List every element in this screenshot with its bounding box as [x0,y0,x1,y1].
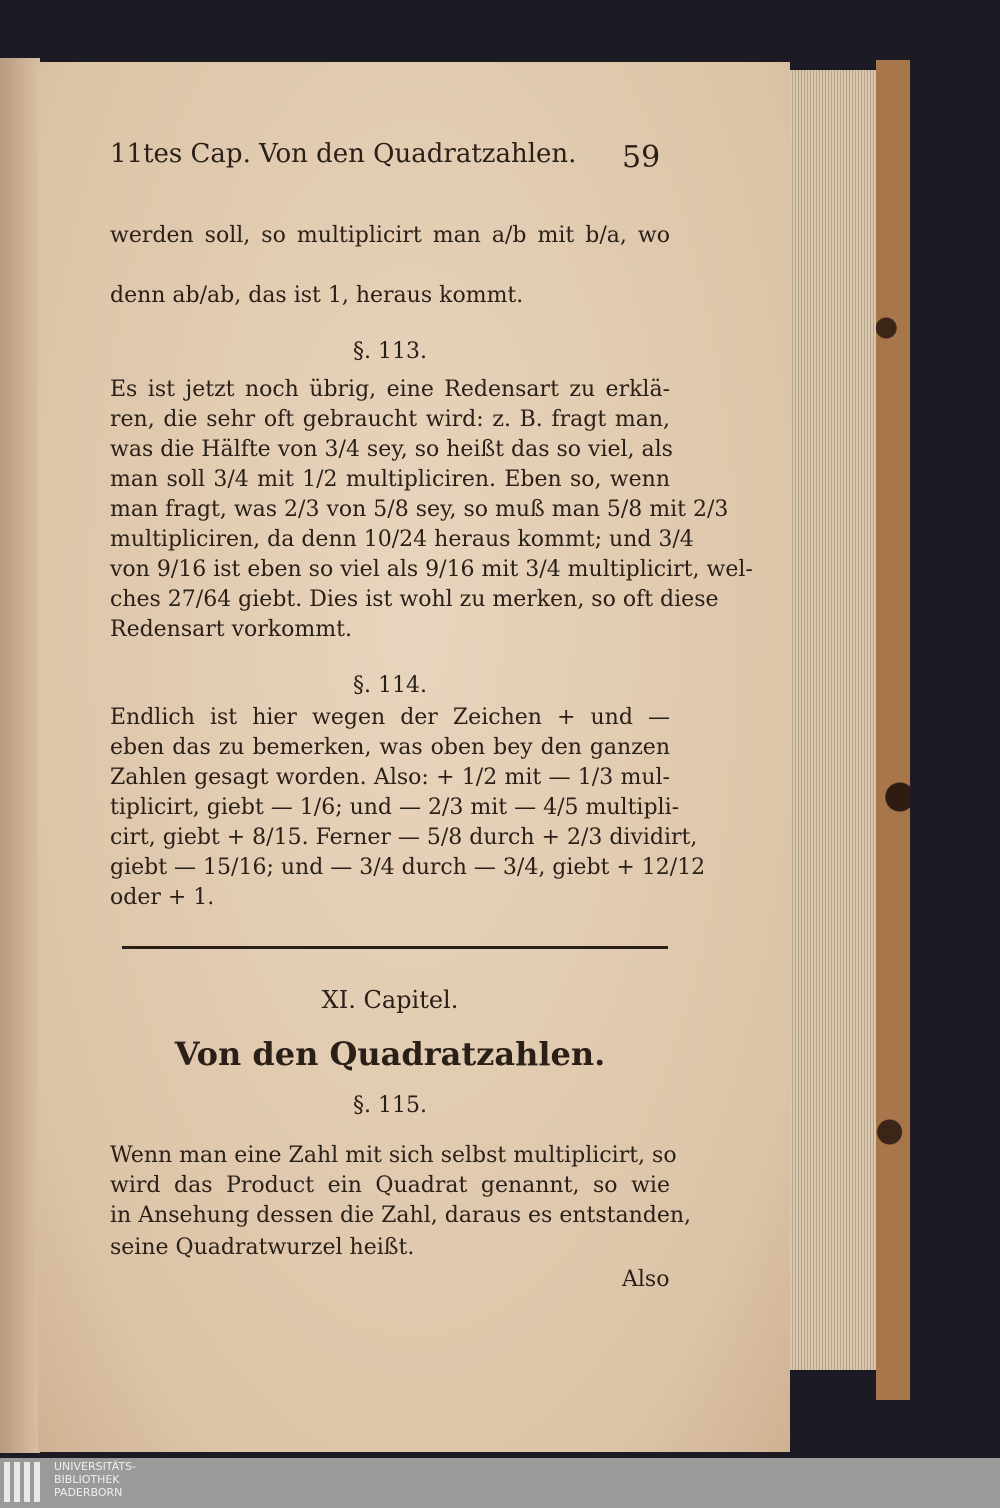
page-number: 59 [622,140,661,175]
text-line: Endlich ist hier wegen der Zeichen + und — [110,705,670,730]
text-line: eben das zu bemerken, was oben bey den ganzen [110,735,670,760]
text-line: oder + 1. [110,885,215,910]
section-heading: §. 113. [353,339,427,364]
text-line: man soll 3/4 mit 1/2 multipliciren. Eben so, wenn [110,467,670,492]
text-line: von 9/16 ist eben so viel als 9/16 mit 3/4 multiplicirt, wel- [110,557,753,582]
text-line: in Ansehung dessen die Zahl, daraus es entstanden, [110,1203,692,1228]
book-cover [876,60,910,1400]
left-page-edge [0,58,40,1453]
catchword: Also [622,1267,670,1292]
chapter-title: Von den Quadratzahlen. [174,1035,606,1073]
text-line: multipliciren, da denn 10/24 heraus kommt; und 3/4 [110,527,694,552]
section-heading: §. 115. [353,1093,427,1118]
text-line: was die Hälfte von 3/4 sey, so heißt das so viel, als [110,437,673,462]
text-line: tiplicirt, giebt — 1/6; und — 2/3 mit — 4/5 multipli- [110,795,680,820]
text-line: cirt, giebt + 8/15. Ferner — 5/8 durch + 2/3 dividirt, [110,825,698,850]
library-footer [0,1458,1000,1508]
text-line: ren, die sehr oft gebraucht wird: z. B. fragt man, [110,407,670,432]
page-edges [790,70,878,1370]
text-line: seine Quadratwurzel heißt. [110,1235,415,1260]
library-line: PADERBORN [54,1486,123,1499]
text-line: man fragt, was 2/3 von 5/8 sey, so muß man 5/8 mit 2/3 [110,497,729,522]
library-line: BIBLIOTHEK [54,1473,120,1486]
text-line: wird das Product ein Quadrat genannt, so wie [110,1173,670,1198]
text-line: Wenn man eine Zahl mit sich selbst multiplicirt, so [110,1143,677,1168]
text-line: denn ab/ab, das ist 1, heraus kommt. [110,283,524,308]
running-title: 11tes Cap. Von den Quadratzahlen. [110,139,577,169]
text-line: giebt — 15/16; und — 3/4 durch — 3/4, giebt + 12/12 [110,855,706,880]
text-line: ches 27/64 giebt. Dies ist wohl zu merken, so oft diese [110,587,719,612]
text-line: werden soll, so multiplicirt man a/b mit b/a, wo [110,223,670,248]
library-line: UNIVERSITÄTS- [54,1460,137,1473]
text-line: Zahlen gesagt worden. Also: + 1/2 mit — 1/3 mul- [110,765,670,790]
chapter-divider [122,946,668,949]
chapter-number: XI. Capitel. [321,986,459,1014]
library-logo-icon [4,1462,44,1506]
section-heading: §. 114. [353,673,427,698]
text-line: Redensart vorkommt. [110,617,352,642]
text-line: Es ist jetzt noch übrig, eine Redensart zu erklä- [110,377,670,402]
library-name [54,1460,136,1499]
